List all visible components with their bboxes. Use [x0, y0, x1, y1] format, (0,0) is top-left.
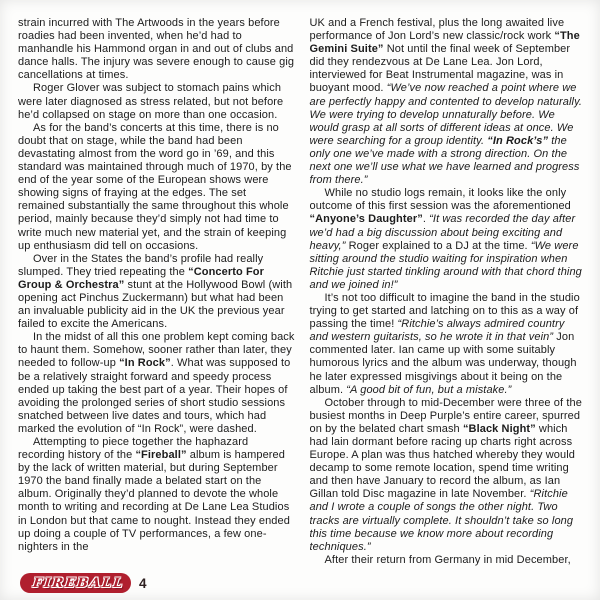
text-run: “A good bit of fun, but a mistake.”	[346, 383, 512, 396]
text-run: While no studio logs remain, it looks like the only outcome of this first session was the aforementioned	[309, 187, 571, 213]
text-run: Over in the States the band’s profile had really slumped. They tried repeating the	[18, 252, 264, 278]
text-run: It’s not too difficult to imagine the band in the studio trying to get started and latching on to this as a way of passing the time!	[309, 291, 580, 331]
text-run: “Anyone’s Daughter”	[309, 213, 423, 226]
text-run: .	[422, 213, 430, 226]
page-footer	[20, 573, 147, 593]
left-column	[18, 17, 295, 567]
text-run: “Fireball”	[135, 449, 187, 462]
paragraph	[18, 17, 295, 82]
text-run: Roger Glover was subject to stomach pains which were later diagnosed as stress related, but not before he’d collapsed on stage on more than one occasion.	[18, 82, 284, 121]
paragraph	[18, 331, 295, 436]
text-run: album is hampered by the lack of written material, but during September 1970 the band finally made a belated start on the album. Originally they’d planned to devote the whole month to writing and recording at De Lane Lea Studios in London but that came to nought. Instead they ended up doing a couple of TV performances, a few one-nighters in the	[18, 449, 290, 553]
text-run: In the midst of all this one problem kept coming back to haunt them. Somehow, sooner rather than later, they needed to follow-up	[18, 331, 295, 370]
text-run: “We were sitting around the studio waiting for inspiration when Ritchie just started tinkling around with that chord thing and we joined in!”	[309, 239, 582, 291]
text-run: Attempting to piece together the haphazard recording history of the	[18, 436, 249, 462]
text-run: “It was recorded the day after we’d had a big discussion about being exciting and heavy,”	[309, 213, 576, 252]
page-number: 4	[139, 575, 147, 591]
text-run: the only one we’ve made with a strong direction. On the next one we’ll use what we have learned and progress from there.”	[309, 134, 580, 187]
paragraph	[310, 292, 587, 397]
text-run: “Concerto For Group & Orchestra”	[18, 265, 264, 291]
paragraph	[310, 17, 587, 187]
text-run: As for the band’s concerts at this time, there is no doubt that on stage, while the band had been devastating almost from the word go in ’69, and this standard was maintained through much of 1970, by the end of the year some of the European shows were showing signs of fraying at the edges. The set remained substantially the same throughout this whole period, mainly because they’d simply not had time to write much new material yet, and the strain of keeping up enthusiasm did tell on occasions.	[18, 121, 292, 252]
text-run: UK and a French festival, plus the long awaited live performance of Jon Lord’s new classic/rock work	[309, 17, 565, 43]
paragraph	[18, 436, 295, 554]
paragraph	[310, 187, 587, 292]
paragraph	[18, 82, 295, 121]
fireball-logo-text: FIREBALL	[32, 575, 125, 591]
text-run: “We’ve now reached a point where we are perfectly happy and contented to develop naturally. We were trying to develop unnaturally before. We would grasp at all sorts of different ideas at once. We were searching for a group identity.	[309, 82, 583, 147]
paragraph	[310, 397, 587, 554]
text-run: Not until the final week of September did they rendezvous at De Lane Lea. Jon Lord, interviewed for Beat Instrumental magazine, was in buoyant mood.	[309, 43, 571, 95]
paragraph	[18, 122, 295, 253]
text-run: “Ritchie and I wrote a couple of songs the other night. Two tracks are virtually complete. It shouldn’t take so long this time because we know more about recording techniques.”	[309, 488, 574, 553]
text-run: “In Rock’s”	[487, 134, 549, 147]
text-run: . What was supposed to be a relatively straight forward and speedy process ended up taking the best part of a year. Their hopes of avoiding the prolonged series of short studio sessions snatched between live dates and tours, which had marked the evolution of “In Rock”, were dashed.	[18, 357, 291, 435]
text-run: strain incurred with The Artwoods in the years before roadies had been invented, when he’d had to manhandle his Hammond organ in and out of clubs and dance halls. The injury was severe enough to cause gig cancellations at times.	[18, 17, 295, 82]
paragraph	[18, 253, 295, 332]
right-column	[310, 17, 587, 567]
fireball-logo	[20, 573, 131, 593]
text-run: “Black Night”	[462, 422, 536, 435]
text-run: October through to mid-December were three of the busiest months in Deep Purple’s entire career, spurred on by the belated chart smash	[309, 396, 582, 435]
text-run: “In Rock”	[119, 357, 171, 370]
text-run: Roger explained to a DJ at the time.	[345, 239, 531, 252]
text-run: Jon commented later. Ian came up with some suitably humorous lyrics and the album was underway, though he later expressed misgivings about it being on the album.	[309, 331, 577, 396]
text-run: After their return from Germany in mid December,	[324, 553, 571, 566]
text-run: stunt at the Hollywood Bowl (with opening act Pinchus Zuckermann) but what had been an invaluable publicity aid in the UK the previous year failed to excite the Americans.	[18, 278, 293, 331]
text-run: “The Gemini Suite”	[309, 30, 580, 56]
text-run: which had lain dormant before racing up charts right across Europe. A plan was thus hatched whereby they would decamp to some remote location, spend time writing and then have January to record the album, as Ian Gillan told Disc magazine in late November.	[309, 422, 576, 501]
paragraph	[310, 554, 587, 567]
text-run: “Ritchie’s always admired country and western guitarists, so he wrote it in that vein”	[309, 318, 565, 344]
